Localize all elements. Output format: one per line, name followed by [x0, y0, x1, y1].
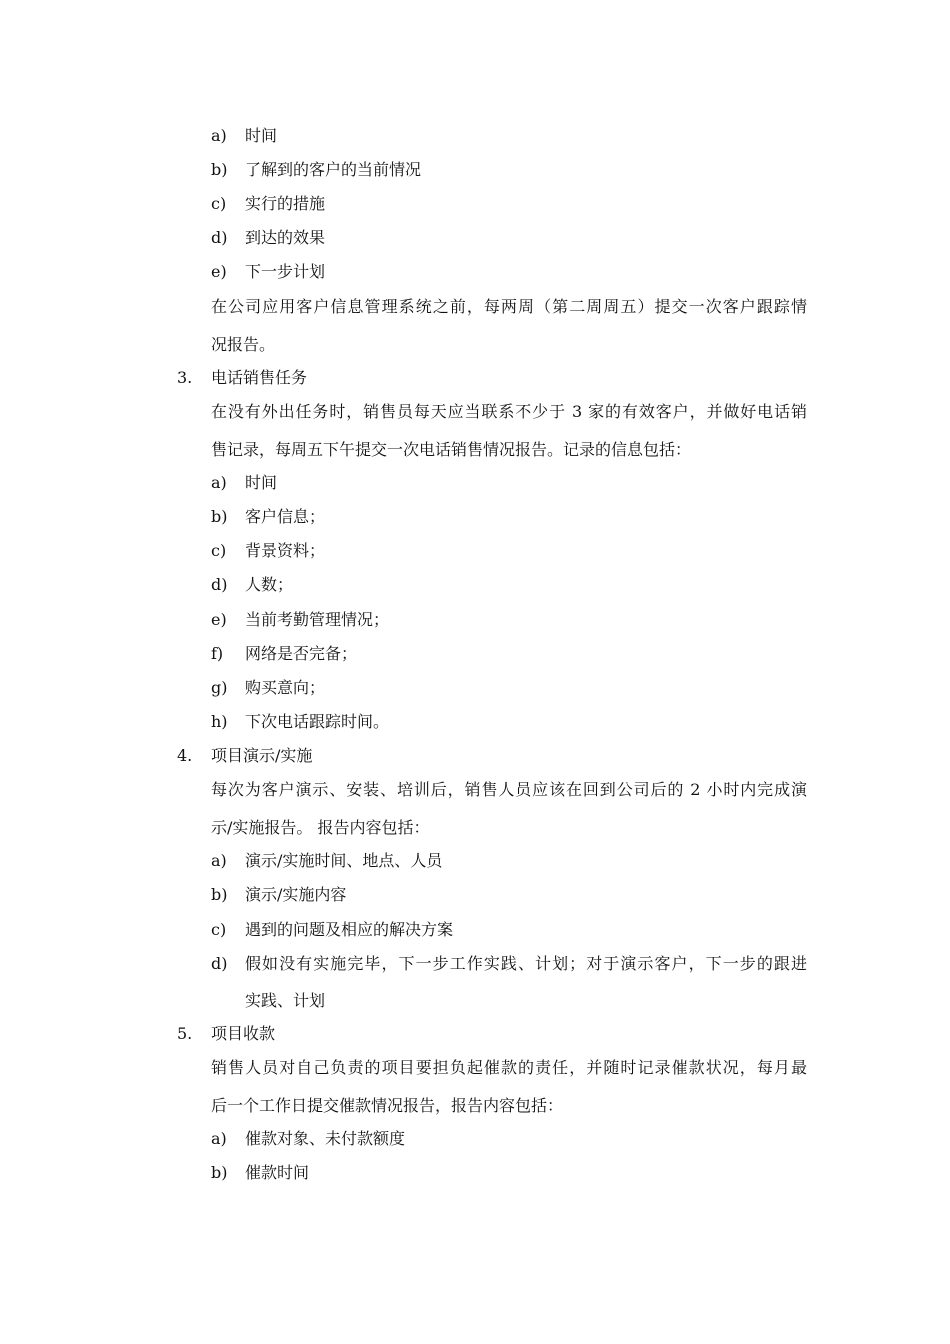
list-item: 了解到的客户的当前情况	[245, 160, 422, 179]
section-number: 3.	[177, 368, 193, 387]
list-marker: a)	[211, 1129, 227, 1148]
list-marker: a)	[211, 473, 227, 492]
list-item: 到达的效果	[245, 228, 326, 247]
list-marker: a)	[211, 851, 227, 870]
paragraph-line: 后一个工作日提交催款情况报告，报告内容包括：	[211, 1096, 564, 1115]
list-item: 背景资料；	[245, 541, 326, 560]
list-item: 催款时间	[245, 1163, 310, 1182]
list-item: 演示/实施时间、地点、人员	[245, 851, 443, 870]
list-item: 客户信息；	[245, 507, 326, 526]
list-marker: d)	[211, 954, 228, 973]
list-marker: b)	[211, 160, 228, 179]
paragraph-line: 在没有外出任务时，销售员每天应当联系不少于 3 家的有效客户，并做好电话销	[211, 402, 807, 421]
list-marker: g)	[211, 678, 228, 697]
paragraph-line: 况报告。	[211, 335, 276, 354]
paragraph-line: 每次为客户演示、安装、培训后，销售人员应该在回到公司后的 2 小时内完成演	[211, 780, 807, 799]
section-number: 4.	[177, 746, 193, 765]
list-marker: d)	[211, 575, 228, 594]
list-marker: f)	[211, 644, 224, 663]
list-marker: b)	[211, 507, 228, 526]
paragraph-line: 销售人员对自己负责的项目要担负起催款的责任，并随时记录催款状况，每月最	[211, 1058, 807, 1077]
list-item: 人数；	[245, 575, 294, 594]
list-marker: a)	[211, 126, 227, 145]
paragraph-line: 售记录，每周五下午提交一次电话销售情况报告。记录的信息包括：	[211, 440, 692, 459]
list-item-line: 假如没有实施完毕，下一步工作实践、计划；对于演示客户，下一步的跟进	[245, 954, 807, 973]
section-title: 电话销售任务	[211, 368, 308, 387]
list-item: 遇到的问题及相应的解决方案	[245, 920, 454, 939]
section-title: 项目演示/实施	[211, 746, 313, 765]
list-item: 当前考勤管理情况；	[245, 610, 390, 629]
list-item: 下次电话跟踪时间。	[245, 712, 390, 731]
section-number: 5.	[177, 1024, 193, 1043]
list-marker: b)	[211, 885, 228, 904]
list-marker: e)	[211, 262, 227, 281]
list-marker: e)	[211, 610, 227, 629]
paragraph-line: 示/实施报告。 报告内容包括：	[211, 818, 430, 837]
list-marker: d)	[211, 228, 228, 247]
list-marker: b)	[211, 1163, 228, 1182]
list-marker: c)	[211, 920, 227, 939]
list-item: 下一步计划	[245, 262, 326, 281]
list-item: 演示/实施内容	[245, 885, 347, 904]
paragraph-line: 在公司应用客户信息管理系统之前，每两周（第二周周五）提交一次客户跟踪情	[211, 297, 807, 316]
list-item: 催款对象、未付款额度	[245, 1129, 406, 1148]
list-marker: h)	[211, 712, 228, 731]
list-item: 实行的措施	[245, 194, 326, 213]
list-item: 时间	[245, 126, 278, 145]
list-item: 时间	[245, 473, 278, 492]
section-title: 项目收款	[211, 1024, 276, 1043]
list-item-line: 实践、计划	[245, 991, 326, 1010]
list-item: 网络是否完备；	[245, 644, 358, 663]
list-marker: c)	[211, 194, 227, 213]
list-marker: c)	[211, 541, 227, 560]
list-item: 购买意向；	[245, 678, 326, 697]
